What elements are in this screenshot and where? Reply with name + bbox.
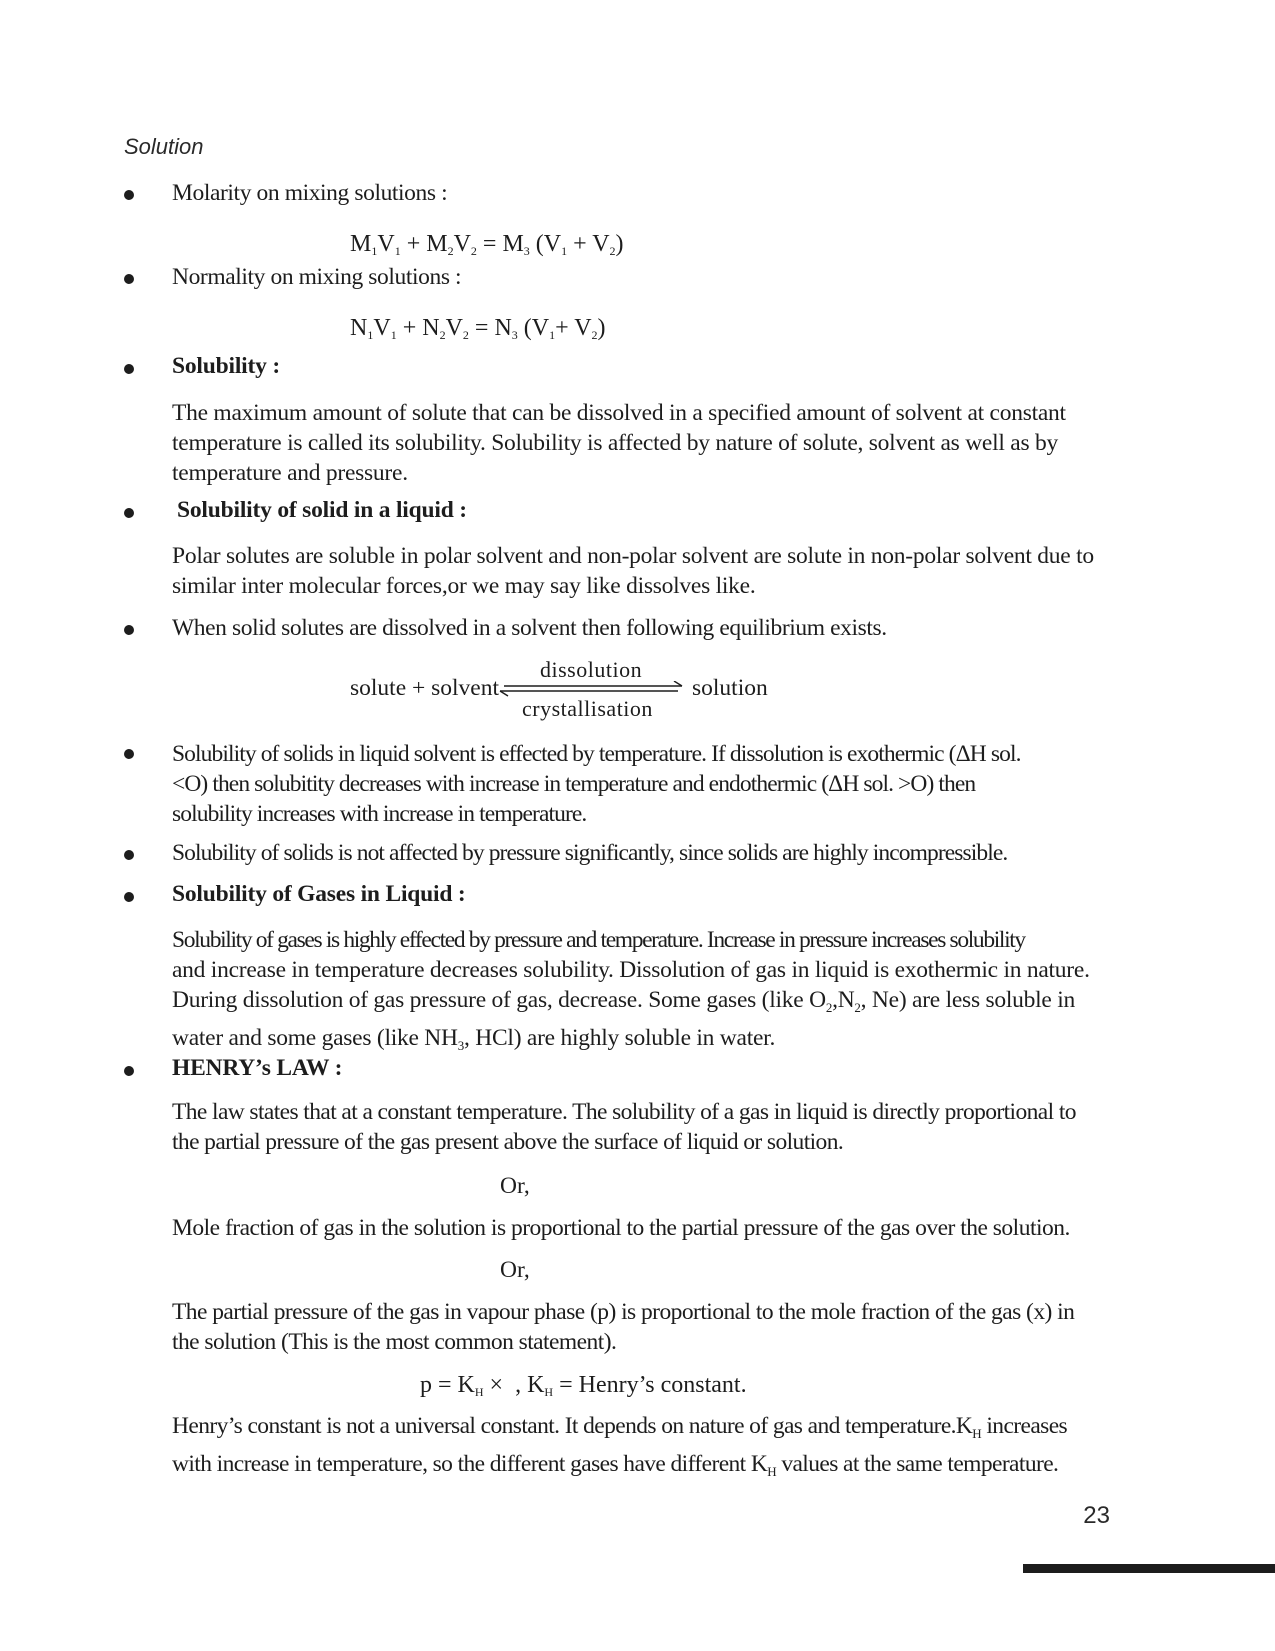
equilibrium-label: When solid solutes are dissolved in a solvent then following equilibrium exists. xyxy=(172,615,887,641)
equation-forward-label: dissolution xyxy=(540,657,643,682)
page-number: 23 xyxy=(1083,1502,1110,1529)
normality-formula: $N_1V_1 + N_2V_2 = N_3$ $(V_1+ V_2)$ xyxy=(350,315,606,342)
bullet-icon xyxy=(124,749,134,759)
gases-paragraph: Solubility of gases is highly effected by pressure and temperature. Increase in pressure increases solubility and increase in temperature decreases solubility. Dissolution of gas in liquid is exothermic in nature. During dissolution of gas pressure of gas, decrease. Some gases (like $O_2,N_2$, Ne) are less soluble in water and some gases (like $NH_3$, HCl) are highly soluble in water. xyxy=(172,927,1090,1053)
equation-reactants: solute + solvent xyxy=(350,675,500,701)
bullet-icon xyxy=(124,274,134,284)
equilibrium-equation xyxy=(350,659,770,721)
henry-constant-paragraph: Henry’s constant is not a universal constant. It depends on nature of gas and $temperature.K_H$ increases with increase in temperature, so the different gases have different $K_H$ values at the same temperature. xyxy=(172,1413,1068,1479)
molarity-formula: $M_1V_1 + M_2V_2 = M_3$ $(V_1 + V_2)$ xyxy=(350,231,624,258)
bullet-icon xyxy=(124,364,134,374)
bullet-icon xyxy=(124,1066,134,1076)
equilibrium-arrows-icon xyxy=(496,681,686,697)
solid-in-liquid-heading: Solubility of solid in a liquid : xyxy=(177,497,467,523)
henry-partial-pressure: The partial pressure of the gas in vapour phase (p) is proportional to the mole fraction of the gas (x) in the solution (This is the most common statement). xyxy=(172,1299,1075,1355)
equation-backward-label: crystallisation xyxy=(522,696,653,721)
normality-label: Normality on mixing solutions : xyxy=(172,264,462,290)
henry-or-1: Or, xyxy=(500,1173,530,1199)
temperature-effect-paragraph: Solubility of solids in liquid solvent is effected by temperature. If dissolution is exothermic (ΔH sol. <O) then solubitity decreases with increase in temperature and endothermic (ΔH sol. >O) then solubility increases with increase in temperature. xyxy=(172,741,1021,827)
bullet-icon xyxy=(124,508,134,518)
gases-heading: Solubility of Gases in Liquid : xyxy=(172,881,466,907)
solubility-heading: Solubility : xyxy=(172,353,280,379)
henry-formula: $p = K_H$ × , $K_H$ = Henry’s constant. xyxy=(420,1372,747,1399)
bullet-icon xyxy=(124,850,134,860)
henry-or-2: Or, xyxy=(500,1257,530,1283)
henry-heading: HENRY’s LAW : xyxy=(172,1055,343,1081)
henry-mole-fraction: Mole fraction of gas in the solution is proportional to the partial pressure of the gas over the solution. xyxy=(172,1215,1070,1241)
solid-in-liquid-paragraph: Polar solutes are soluble in polar solvent and non-polar solvent are solute in non-polar solvent due to similar inter molecular forces,or we may say like dissolves like. xyxy=(172,543,1094,599)
solubility-paragraph: The maximum amount of solute that can be dissolved in a specified amount of solvent at constant temperature is called its solubility. Solubility is affected by nature of solute, solvent as well as by temperature and pressure. xyxy=(172,400,1066,486)
bullet-icon xyxy=(124,625,134,635)
equation-product: solution xyxy=(692,675,768,701)
bullet-icon xyxy=(124,190,134,200)
running-head: Solution xyxy=(124,134,204,159)
bullet-icon xyxy=(124,892,134,902)
molarity-label: Molarity on mixing solutions : xyxy=(172,180,448,206)
pressure-effect-label: Solubility of solids is not affected by pressure significantly, since solids are highly incompressible. xyxy=(172,840,1008,866)
footer-bar xyxy=(1023,1564,1275,1573)
henry-statement: The law states that at a constant temperature. The solubility of a gas in liquid is directly proportional to the partial pressure of the gas present above the surface of liquid or solution. xyxy=(172,1099,1076,1155)
